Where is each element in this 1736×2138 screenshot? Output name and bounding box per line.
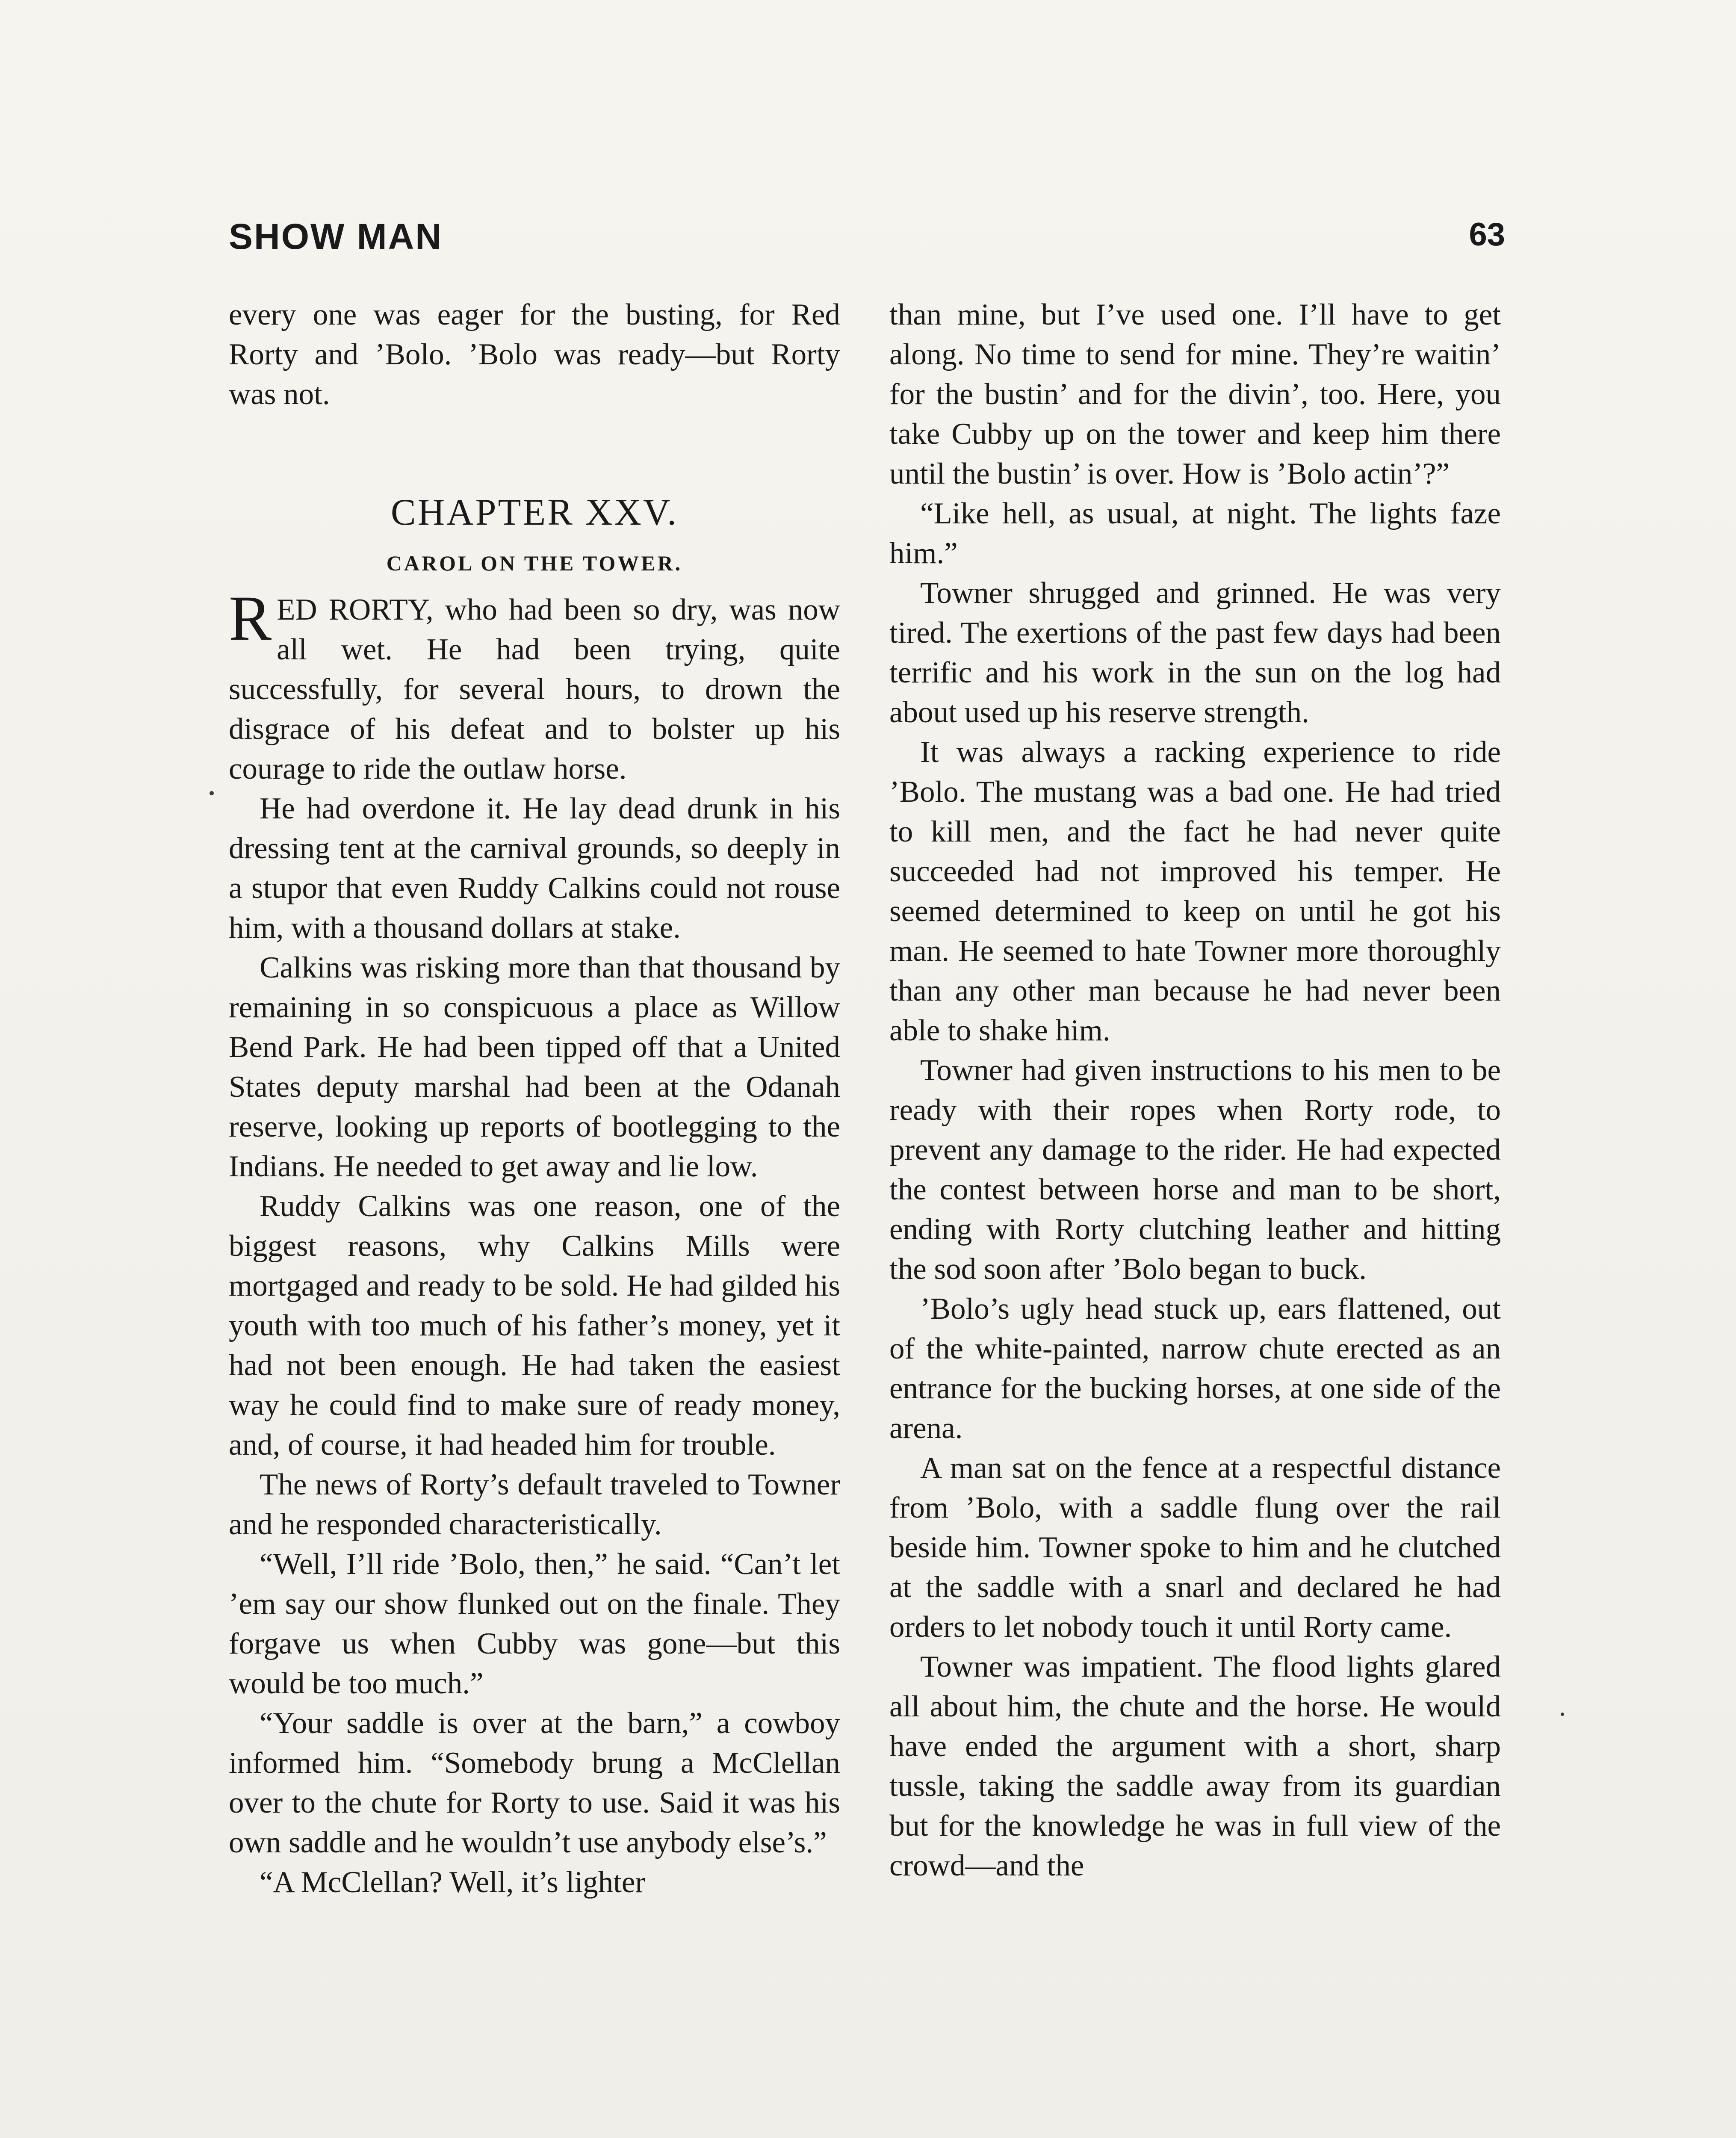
paragraph: A man sat on the fence at a respectful distance from ’Bolo, with a saddle flung over the rail beside him. Towner spoke to him and he clutched at the saddle with a snarl and declared he had orders to let nobody touch it until Rorty came. — [889, 1451, 1501, 1644]
chapter-subtitle: CAROL ON THE TOWER. — [386, 551, 683, 575]
paragraph: “A McClellan? Well, it’s lighter — [260, 1866, 645, 1899]
print-speck — [1561, 1713, 1564, 1716]
paragraph-continued: than mine, but I’ve used one. I’ll have to get along. No time to send for mine. They’re waitin’ for the bustin’ and for the divin’, too. Here, you take Cubby up on the tower and keep him there until the bustin’ is over. How is ’Bolo actin’?” — [889, 298, 1501, 490]
paragraph: Towner shrugged and grinned. He was very tired. The exertions of the past few days had been terrific and his work in the sun on the log had about used up his reserve strength. — [889, 576, 1501, 729]
right-column — [889, 295, 1501, 1886]
running-title: SHOW MAN — [229, 216, 443, 257]
paragraph: The news of Rorty’s default traveled to Towner and he responded characteristically. — [229, 1468, 840, 1541]
paragraph: Towner had given instructions to his men to be ready with their ropes when Rorty rode, to prevent any damage to the rider. He had expected the contest between horse and man to be short, ending with Rorty clutching leather and hitting the sod soon after ’Bolo began to buck. — [889, 1054, 1501, 1286]
chapter-title: CHAPTER XXV. — [390, 492, 679, 533]
paragraph: ’Bolo’s ugly head stuck up, ears flattened, out of the white-painted, narrow chute erected as an entrance for the bucking horses, at one side of the arena. — [889, 1292, 1501, 1445]
paragraph: “Like hell, as usual, at night. The lights faze him.” — [889, 497, 1501, 570]
paragraph: It was always a racking experience to ride ’Bolo. The mustang was a bad one. He had tried to kill men, and the fact he had never quite succeeded had not improved his temper. He seemed determined to keep on until he got his man. He seemed to hate Towner more thoroughly than any other man because he had never been able to shake him. — [889, 735, 1501, 1047]
paragraph: Ruddy Calkins was one reason, one of the biggest reasons, why Calkins Mills were mortgaged and ready to be sold. He had gilded his youth with too much of his father’s money, yet it had not been enough. He had taken the easiest way he could find to make sure of ready money, and, of course, it had headed him for trouble. — [229, 1190, 840, 1462]
left-column — [229, 295, 840, 1902]
print-speck — [210, 791, 214, 795]
paragraph: He had overdone it. He lay dead drunk in his dressing tent at the carnival grounds, so deeply in a stupor that even Ruddy Calkins could not rouse him, with a thousand dollars at stake. — [229, 792, 840, 945]
paragraph-intro: every one was eager for the busting, for Red Rorty and ’Bolo. ’Bolo was ready—but Rorty was not. — [229, 298, 840, 411]
paragraph: Calkins was risking more than that thousand by remaining in so conspicuous a place as Willow Bend Park. He had been tipped off that a United States deputy marshal had been at the Odanah reserve, looking up reports of bootlegging to the Indians. He needed to get away and lie low. — [229, 951, 840, 1183]
paragraph: Towner was impatient. The flood lights glared all about him, the chute and the horse. He would have ended the argument with a short, sharp tussle, taking the saddle away from its guardian but for the knowledge he was in full view of the crowd—and the — [889, 1650, 1501, 1882]
drop-cap: R — [229, 583, 272, 654]
page-number: 63 — [1469, 216, 1505, 253]
paragraph: “Well, I’ll ride ’Bolo, then,” he said. “Can’t let ’em say our show flunked out on the finale. They forgave us when Cubby was gone—but this would be too much.” — [229, 1547, 840, 1700]
paragraph: “Your saddle is over at the barn,” a cowboy informed him. “Somebody brung a McClellan over to the chute for Rorty to use. Said it was his own saddle and he wouldn’t use anybody else’s.” — [229, 1707, 840, 1859]
running-head — [229, 216, 1505, 263]
paragraph-dropcap — [229, 583, 840, 789]
paragraph-text: ED RORTY, who had been so dry, was now all wet. He had been trying, quite successfully, for several hours, to drown the disgrace of his defeat and to bolster up his courage to ride the outlaw horse. — [229, 593, 840, 786]
